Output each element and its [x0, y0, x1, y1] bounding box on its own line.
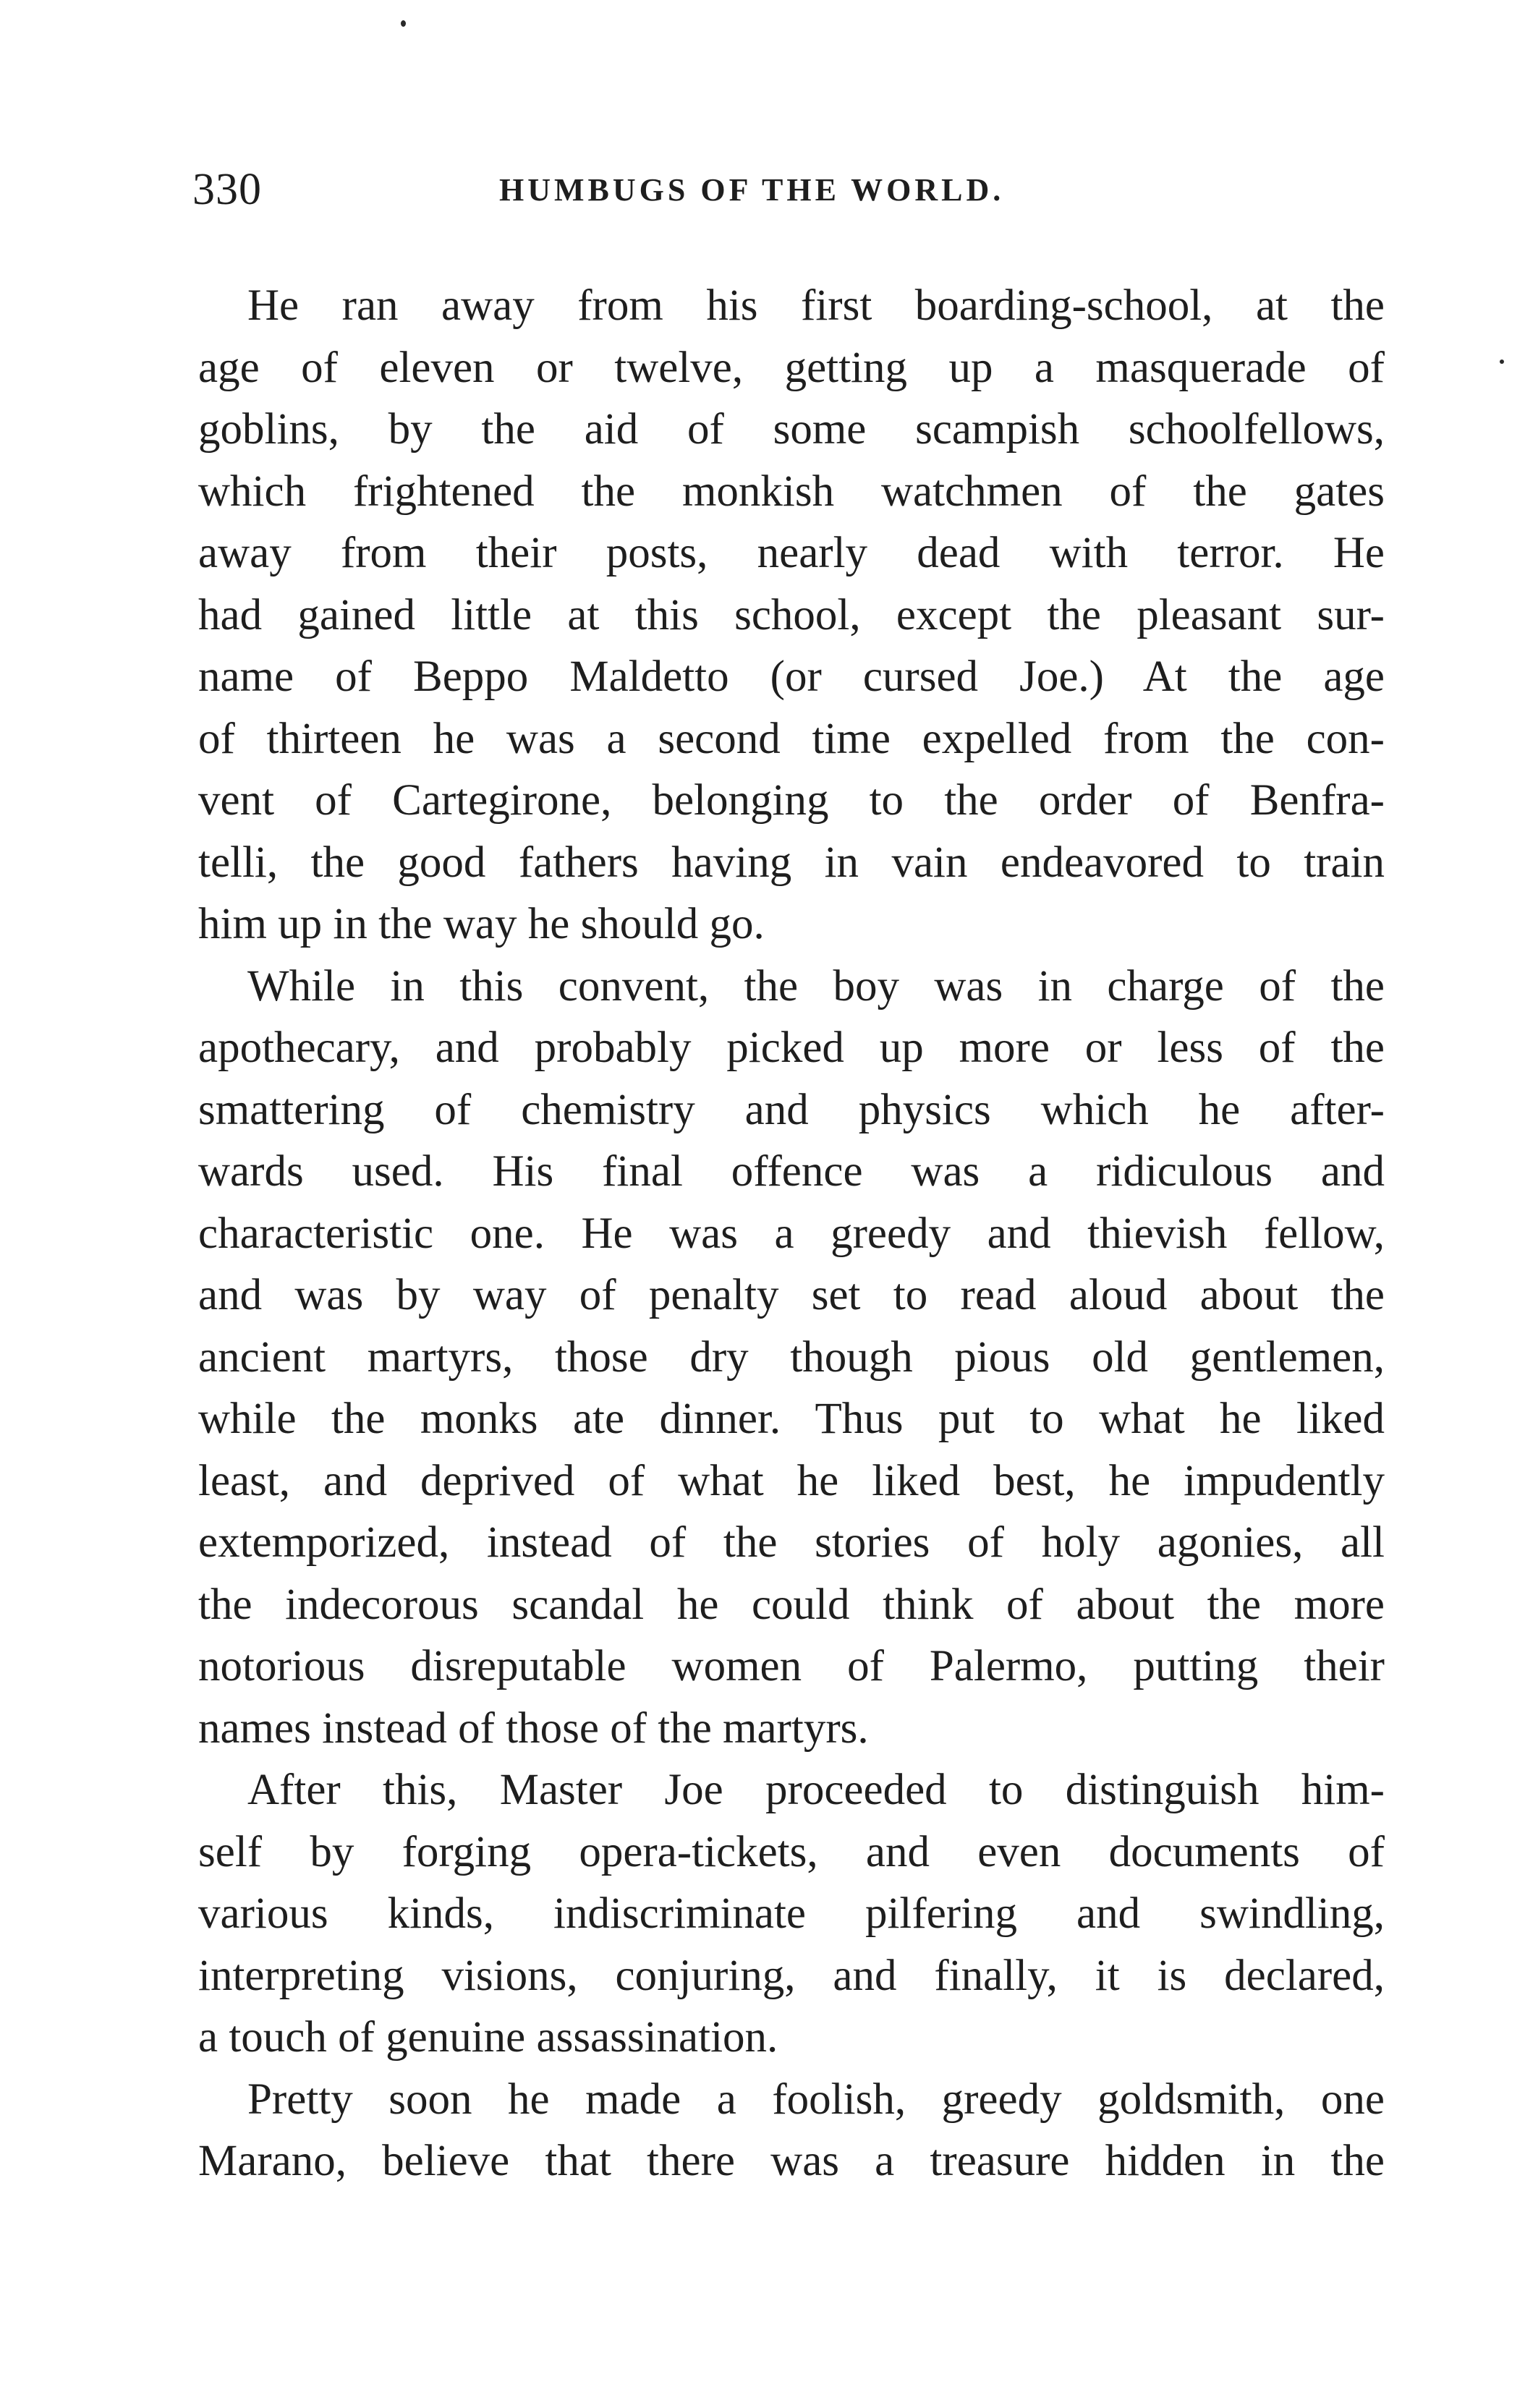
text-line: of thirteen he was a second time expelled from the con-	[198, 714, 1385, 763]
text-line: interpreting visions, conjuring, and finally, it is declared,	[198, 1951, 1385, 2000]
text-line: a touch of genuine assassination.	[198, 2013, 778, 2062]
text-line: had gained little at this school, except the pleasant sur-	[198, 590, 1385, 639]
text-line: extemporized, instead of the stories of holy agonies, all	[198, 1518, 1385, 1567]
text-line: various kinds, indiscriminate pilfering and swindling,	[198, 1889, 1385, 1938]
text-line: apothecary, and probably picked up more or less of the	[198, 1024, 1385, 1072]
text-line: ancient martyrs, those dry though pious old gentlemen,	[198, 1332, 1385, 1382]
text-line: which frightened the monkish watchmen of the gates	[198, 467, 1385, 516]
text-line: Marano, believe that there was a treasure hidden in the	[198, 2137, 1385, 2185]
text-line: the indecorous scandal he could think of about the more	[198, 1580, 1385, 1629]
text-line: away from their posts, nearly dead with terror. He	[198, 529, 1385, 577]
text-line: while the monks ate dinner. Thus put to what he liked	[198, 1395, 1385, 1443]
text-line: name of Beppo Maldetto (or cursed Joe.) At the age	[198, 652, 1385, 701]
ink-speck	[401, 20, 406, 27]
ink-speck	[1500, 360, 1504, 364]
running-head	[192, 161, 1379, 218]
text-line: least, and deprived of what he liked best, he impudently	[198, 1456, 1385, 1505]
text-line: smattering of chemistry and physics which he after-	[198, 1085, 1385, 1134]
text-line: self by forging opera-tickets, and even documents of	[198, 1827, 1385, 1876]
text-line: goblins, by the aid of some scampish schoolfellows,	[198, 405, 1385, 454]
text-line: him up in the way he should go.	[198, 900, 765, 948]
text-line: characteristic one. He was a greedy and thievish fellow,	[198, 1209, 1385, 1258]
text-line: After this, Master Joe proceeded to distinguish him-	[247, 1766, 1385, 1814]
page-number: 330	[192, 165, 262, 214]
text-line: notorious disreputable women of Palermo, putting their	[198, 1642, 1385, 1690]
body-text	[198, 275, 1385, 2192]
text-line: He ran away from his first boarding-school, at the	[247, 281, 1385, 330]
running-title: HUMBUGS OF THE WORLD.	[499, 172, 1005, 208]
text-line: Pretty soon he made a foolish, greedy goldsmith, one	[247, 2075, 1385, 2124]
text-line: While in this convent, the boy was in charge of the	[247, 961, 1385, 1011]
text-line: wards used. His final offence was a ridiculous and	[198, 1147, 1385, 1196]
text-line: telli, the good fathers having in vain endeavored to train	[198, 838, 1385, 887]
text-line: age of eleven or twelve, getting up a masquerade of	[198, 343, 1385, 392]
text-line: vent of Cartegirone, belonging to the order of Benfra-	[198, 776, 1385, 825]
text-line: and was by way of penalty set to read aloud about the	[198, 1271, 1385, 1319]
text-line: names instead of those of the martyrs.	[198, 1703, 869, 1753]
